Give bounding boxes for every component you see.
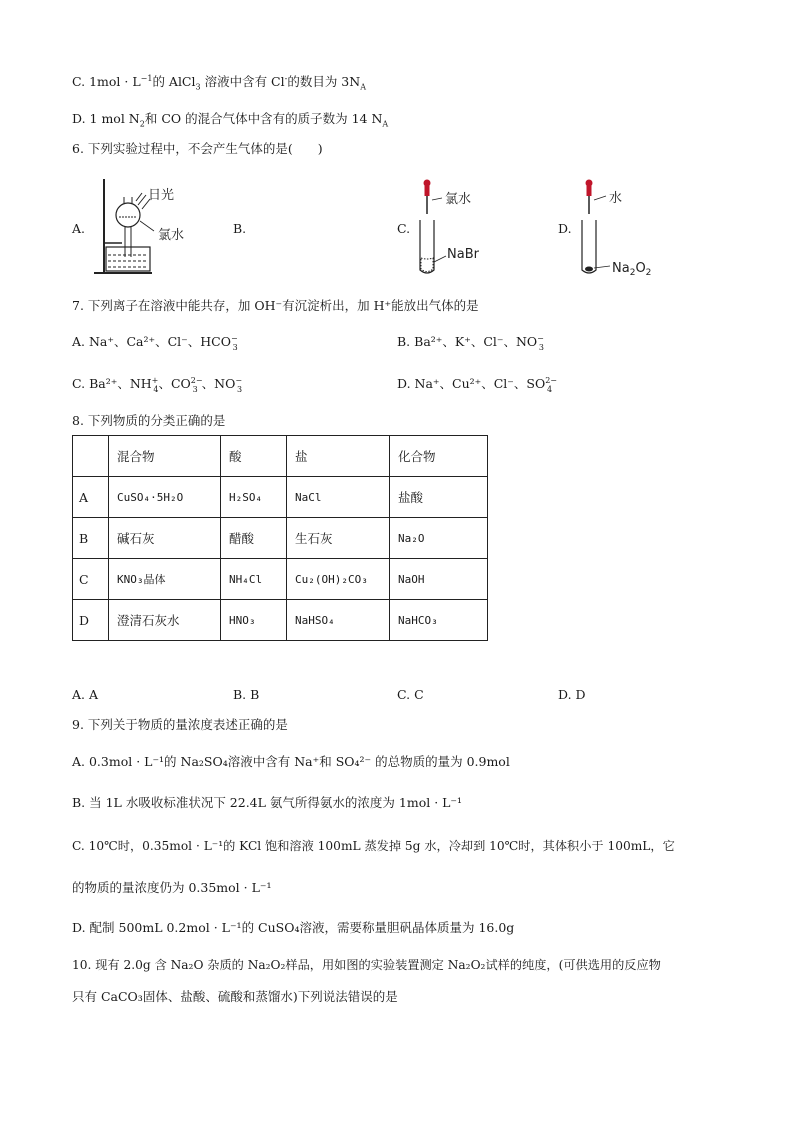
q7-option-b: B. Ba²⁺、K⁺、Cl⁻、$NO^-_3$ (397, 333, 544, 352)
q8-option-a: A. A (72, 687, 99, 702)
q6-option-d-label: D. (558, 221, 572, 236)
q7-option-c: C. Ba²⁺、$NH^+_4$、$CO^{2-}_3$ 、$NO^-_3$ (72, 375, 243, 394)
q6-figure-a (92, 175, 202, 280)
label-chlorine-water-c: 氯水 (445, 192, 472, 207)
q9-option-a: A. 0.3mol · L⁻¹的 Na₂SO₄溶液中含有 Na⁺和 SO₄²⁻ 的总物质的量为 0.9mol (72, 754, 510, 769)
q7-stem: 7. 下列离子在溶液中能共存，加 OH⁻有沉淀析出，加 H⁺能放出气体的是 (72, 298, 479, 313)
table-row: C KNO₃晶体 NH₄Cl Cu₂(OH)₂CO₃ NaOH (73, 559, 488, 600)
q6-figure-d (574, 176, 674, 276)
label-na2o2: $Na_2O_2$ (612, 261, 652, 276)
table-row: B 碱石灰 醋酸 生石灰 Na₂O (73, 518, 488, 559)
q5-option-d: D. 1 mol $N_2$和 CO 的混合气体中含有的质子数为 14 $N_A$ (72, 111, 389, 129)
q9-option-b: B. 当 1L 水吸收标准状况下 22.4L 氨气所得氨水的浓度为 1mol · L⁻¹ (72, 795, 463, 810)
q9-option-d: D. 配制 500mL 0.2mol · L⁻¹的 CuSO₄溶液，需要称量胆矾晶体质量为 16.0g (72, 920, 515, 935)
label-nabr: NaBr (447, 247, 479, 262)
q5-option-c: C. $1mol \cdot L^{-1}$的 AlCl$_3$ 溶液中含有 Cl-的数目为 $3N_A$ (72, 73, 366, 92)
q7-option-d: D. Na⁺、Cu²⁺、Cl⁻、$SO^{2-}_4$ (397, 375, 558, 394)
label-sunlight: 日光 (148, 188, 175, 203)
q9-stem: 9. 下列关于物质的量浓度表述正确的是 (72, 717, 288, 732)
label-water: 水 (609, 191, 623, 206)
table-header-row: 混合物 酸 盐 化合物 (73, 436, 488, 477)
q10-stem-line2: 只有 CaCO₃固体、盐酸、硫酸和蒸馏水)下列说法错误的是 (72, 989, 398, 1004)
q6-stem: 6. 下列实验过程中，不会产生气体的是( ) (72, 141, 323, 156)
q6-figure-c (412, 176, 502, 276)
q8-option-c: C. C (397, 687, 424, 702)
q7-option-a: A. Na⁺、Ca²⁺、Cl⁻、$HCO^-_3$ (72, 333, 238, 352)
label-chlorine-water-a: 氯水 (158, 228, 185, 243)
q6-option-a-label: A. (72, 221, 86, 236)
q8-option-d: D. D (558, 687, 586, 702)
classification-table (72, 435, 488, 641)
q9-option-c-line2: 的物质的量浓度仍为 0.35mol · L⁻¹ (72, 880, 272, 895)
table-row: A CuSO₄·5H₂O H₂SO₄ NaCl 盐酸 (73, 477, 488, 518)
table-row: D 澄清石灰水 HNO₃ NaHSO₄ NaHCO₃ (73, 600, 488, 641)
q10-stem-line1: 10. 现有 2.0g 含 Na₂O 杂质的 Na₂O₂样品，用如图的实验装置测定 Na₂O₂试样的纯度，(可供选用的反应物 (72, 958, 661, 972)
q6-option-b-label: B. (233, 221, 247, 236)
q6-option-c-label: C. (397, 221, 411, 236)
q8-option-b: B. B (233, 687, 260, 702)
q9-option-c-line1: C. 10℃时，0.35mol · L⁻¹的 KCl 饱和溶液 100mL 蒸发掉 5g 水，冷却到 10℃时，其体积小于 100mL，它 (72, 839, 675, 853)
q8-stem: 8. 下列物质的分类正确的是 (72, 413, 226, 428)
